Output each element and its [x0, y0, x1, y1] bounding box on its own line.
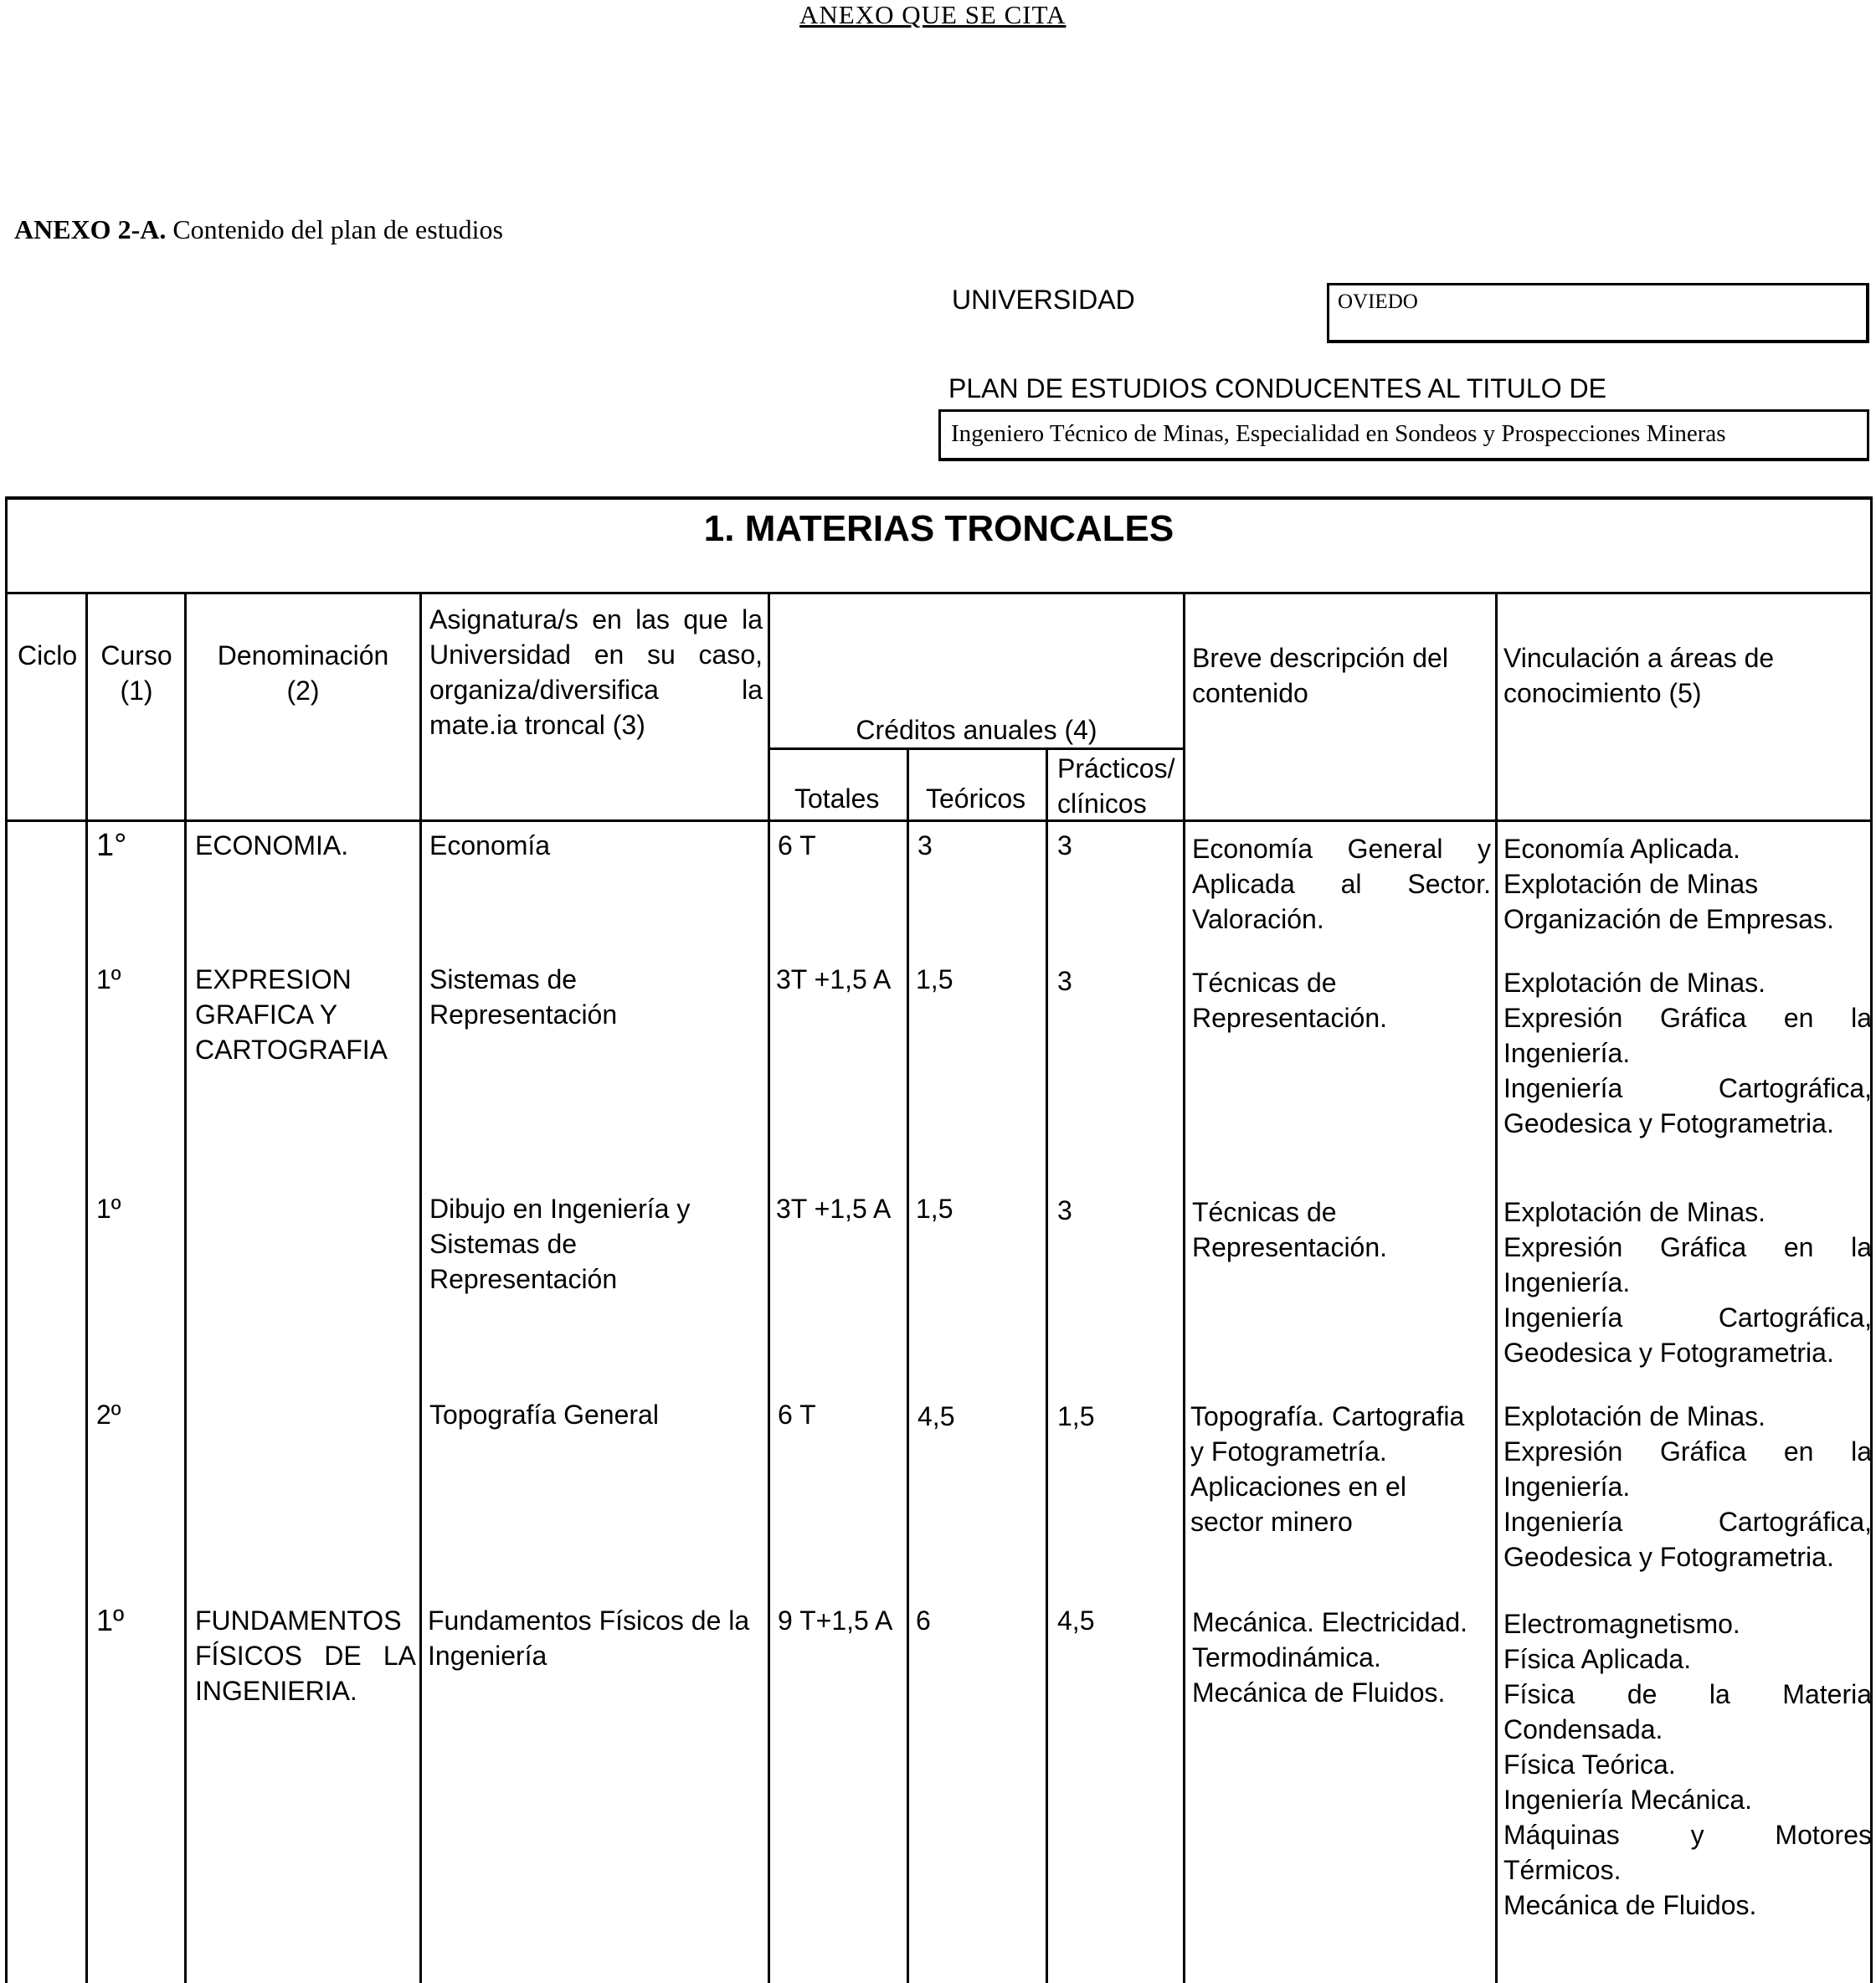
col-divider-ciclo: [85, 592, 88, 1983]
row-4-curso: 2º: [96, 1400, 121, 1430]
col-divider-asignatura: [768, 592, 770, 1983]
row-5-denominacion-line-1: FUNDAMENTOS: [195, 1605, 402, 1636]
university-label: UNIVERSIDAD: [952, 285, 1135, 315]
header-descripcion: [1192, 640, 1448, 711]
row-5-denominacion: [195, 1603, 416, 1708]
row-4-descripcion-line-3: Aplicaciones en el: [1190, 1472, 1406, 1502]
row-4-descripcion-line-4: sector minero: [1190, 1507, 1353, 1537]
header-curso-line-1: Curso: [100, 640, 172, 670]
row-1-totales: 6 T: [778, 830, 816, 860]
row-5-vinculacion-line-6: Ingeniería Mecánica.: [1503, 1785, 1753, 1815]
university-value: OVIEDO: [1338, 290, 1418, 313]
row-3-vinculacion-line-5: Geodesica y Fotogrametria.: [1503, 1338, 1834, 1368]
header-creditos: Créditos anuales (4): [856, 715, 1097, 745]
row-5-vinculacion-line-7: Máquinas y Motores: [1503, 1820, 1872, 1850]
row-5-vinculacion-line-1: Electromagnetismo.: [1503, 1609, 1740, 1639]
header-descripcion-line-2: contenido: [1192, 678, 1308, 708]
row-1-vinculacion: [1503, 831, 1834, 937]
row-2-vinculacion-line-4: Ingeniería Cartográfica,: [1503, 1073, 1872, 1103]
header-practicos-line-2: clínicos: [1057, 789, 1147, 819]
header-asignatura: [429, 602, 763, 742]
row-5-vinculacion-line-8: Térmicos.: [1503, 1855, 1622, 1885]
row-4-vinculacion: [1503, 1399, 1872, 1575]
row-1-denominacion: [195, 828, 348, 863]
row-1-vinculacion-line-1: Economía Aplicada.: [1503, 834, 1740, 864]
row-4-teoricos: 4,5: [917, 1401, 955, 1431]
row-4-vinculacion-line-3: Ingeniería.: [1503, 1472, 1631, 1502]
header-vinculacion: [1503, 640, 1774, 711]
row-2-totales: 3T +1,5 A: [776, 964, 892, 994]
row-5-descripcion-line-2: Termodinámica.: [1192, 1642, 1381, 1672]
row-3-teoricos: 1,5: [916, 1194, 953, 1224]
col-divider-teoricos: [1046, 747, 1048, 1983]
row-5-asignatura-line-1: Fundamentos Físicos de la: [428, 1605, 750, 1636]
row-2-vinculacion-line-3: Ingeniería.: [1503, 1038, 1631, 1068]
row-5-denominacion-line-2: FÍSICOS DE LA: [195, 1641, 416, 1671]
row-5-denominacion-line-3: INGENIERIA.: [195, 1676, 357, 1706]
header-totales: Totales: [794, 783, 880, 814]
col-divider-curso: [184, 592, 187, 1983]
row-3-asignatura-line-1: Dibujo en Ingeniería y: [429, 1194, 691, 1224]
row-2-practicos: 3: [1057, 966, 1072, 996]
row-5-descripcion: [1192, 1605, 1467, 1710]
row-1-descripcion: [1192, 831, 1491, 937]
row-1-denominacion-line-1: ECONOMIA.: [195, 830, 349, 860]
annex-heading-text: Contenido del plan de estudios: [166, 214, 503, 244]
plan-label: PLAN DE ESTUDIOS CONDUCENTES AL TITULO DE: [948, 373, 1606, 403]
row-2-asignatura: [429, 962, 617, 1032]
row-4-descripcion: [1190, 1399, 1464, 1539]
row-5-vinculacion-line-2: Física Aplicada.: [1503, 1644, 1692, 1674]
row-2-descripcion-line-2: Representación.: [1192, 1003, 1388, 1033]
row-2-curso: 1º: [96, 964, 121, 994]
annex-heading: [14, 214, 503, 245]
row-3-vinculacion-line-3: Ingeniería.: [1503, 1267, 1631, 1297]
row-5-asignatura-line-2: Ingeniería: [428, 1641, 547, 1671]
row-2-vinculacion-line-2: Expresión Gráfica en la: [1503, 1003, 1872, 1033]
row-2-asignatura-line-2: Representación: [429, 999, 618, 1030]
row-4-totales: 6 T: [778, 1400, 816, 1430]
row-4-asignatura-line-1: Topografía General: [429, 1400, 659, 1430]
header-practicos: [1057, 751, 1174, 821]
degree-title: Ingeniero Técnico de Minas, Especialidad en Sondeos y Prospecciones Mineras: [951, 420, 1726, 447]
creditos-subheader-line: [768, 747, 1184, 750]
row-2-denominacion-line-3: CARTOGRAFIA: [195, 1035, 388, 1065]
row-5-vinculacion-line-4: Condensada.: [1503, 1714, 1663, 1744]
row-2-denominacion-line-1: EXPRESION: [195, 964, 352, 994]
row-4-vinculacion-line-2: Expresión Gráfica en la: [1503, 1436, 1872, 1467]
row-1-descripcion-line-2: Aplicada al Sector.: [1192, 869, 1491, 899]
row-3-vinculacion-line-4: Ingeniería Cartográfica,: [1503, 1302, 1872, 1333]
row-2-vinculacion-line-5: Geodesica y Fotogrametria.: [1503, 1108, 1834, 1138]
row-3-asignatura-line-2: Sistemas de: [429, 1229, 578, 1259]
row-2-vinculacion: [1503, 965, 1872, 1141]
col-divider-practicos: [1183, 592, 1185, 1983]
header-ciclo: Ciclo: [18, 640, 78, 670]
header-bottom-line: [8, 819, 1870, 822]
row-1-vinculacion-line-2: Explotación de Minas: [1503, 869, 1759, 899]
header-teoricos: Teóricos: [926, 783, 1026, 814]
row-5-descripcion-line-1: Mecánica. Electricidad.: [1192, 1607, 1468, 1637]
row-4-vinculacion-line-4: Ingeniería Cartográfica,: [1503, 1507, 1872, 1537]
row-5-asignatura: [428, 1603, 749, 1673]
row-4-vinculacion-line-1: Explotación de Minas.: [1503, 1401, 1766, 1431]
row-1-practicos: 3: [1057, 830, 1072, 860]
col-divider-descripcion: [1495, 592, 1498, 1983]
row-3-asignatura-line-3: Representación: [429, 1264, 618, 1294]
header-asignatura-line-4: mate.ia troncal (3): [429, 710, 645, 740]
annex-title: ANEXO QUE SE CITA: [799, 0, 1066, 29]
row-5-teoricos: 6: [916, 1605, 931, 1636]
row-3-descripcion: [1192, 1194, 1387, 1265]
row-1-vinculacion-line-3: Organización de Empresas.: [1503, 904, 1834, 934]
row-5-vinculacion-line-5: Física Teórica.: [1503, 1749, 1676, 1780]
row-4-asignatura: [429, 1397, 659, 1432]
row-5-totales: 9 T+1,5 A: [778, 1605, 893, 1636]
header-asignatura-line-2: Universidad en su caso,: [429, 640, 763, 670]
row-4-descripcion-line-2: y Fotogrametría.: [1190, 1436, 1387, 1467]
row-5-practicos: 4,5: [1057, 1605, 1095, 1636]
header-curso-line-2: (1): [120, 676, 153, 706]
row-4-vinculacion-line-5: Geodesica y Fotogrametria.: [1503, 1542, 1834, 1572]
col-divider-denominacion: [419, 592, 422, 1983]
row-1-asignatura-line-1: Economía: [429, 830, 551, 860]
header-denominacion-line-2: (2): [286, 676, 320, 706]
row-2-denominacion: [195, 962, 388, 1067]
row-4-practicos: 1,5: [1057, 1401, 1095, 1431]
row-3-practicos: 3: [1057, 1195, 1072, 1225]
row-2-asignatura-line-1: Sistemas de: [429, 964, 578, 994]
row-5-vinculacion-line-9: Mecánica de Fluidos.: [1503, 1890, 1757, 1920]
row-5-vinculacion: [1503, 1606, 1872, 1923]
annex-heading-bold: ANEXO 2-A.: [14, 214, 167, 244]
row-5-vinculacion-line-3: Física de la Materia: [1503, 1679, 1872, 1709]
row-3-vinculacion-line-2: Expresión Gráfica en la: [1503, 1232, 1872, 1262]
row-1-descripcion-line-3: Valoración.: [1192, 904, 1324, 934]
troncales-table: [5, 496, 1873, 1983]
row-2-vinculacion-line-1: Explotación de Minas.: [1503, 968, 1766, 998]
row-1-teoricos: 3: [917, 830, 933, 860]
row-3-curso: 1º: [96, 1194, 121, 1224]
header-descripcion-line-1: Breve descripción del: [1192, 643, 1448, 673]
header-vinculacion-line-2: conocimiento (5): [1503, 678, 1702, 708]
row-4-descripcion-line-1: Topografía. Cartografia: [1190, 1401, 1465, 1431]
row-3-asignatura: [429, 1191, 690, 1297]
degree-title-box: [938, 409, 1869, 461]
row-2-denominacion-line-2: GRAFICA Y: [195, 999, 338, 1030]
col-divider-totales: [907, 747, 909, 1983]
row-5-descripcion-line-3: Mecánica de Fluidos.: [1192, 1677, 1446, 1708]
header-practicos-line-1: Prácticos/: [1057, 753, 1175, 783]
university-value-box: [1327, 283, 1869, 343]
row-3-totales: 3T +1,5 A: [776, 1194, 892, 1224]
header-vinculacion-line-1: Vinculación a áreas de: [1503, 643, 1775, 673]
header-curso: [89, 638, 184, 708]
row-3-vinculacion-line-1: Explotación de Minas.: [1503, 1197, 1766, 1227]
row-2-teoricos: 1,5: [916, 964, 953, 994]
section-title: 1. MATERIAS TRONCALES: [8, 500, 1870, 594]
row-1-descripcion-line-1: Economía General y: [1192, 834, 1491, 864]
row-3-vinculacion: [1503, 1194, 1872, 1370]
row-1-asignatura: [429, 828, 550, 863]
header-denominacion-line-1: Denominación: [217, 640, 389, 670]
row-3-descripcion-line-2: Representación.: [1192, 1232, 1388, 1262]
row-5-curso: 1º: [96, 1603, 125, 1637]
row-2-descripcion-line-1: Técnicas de: [1192, 968, 1337, 998]
row-3-descripcion-line-1: Técnicas de: [1192, 1197, 1337, 1227]
header-denominacion: [187, 638, 419, 708]
row-1-curso: 1°: [96, 828, 127, 863]
row-2-descripcion: [1192, 965, 1387, 1035]
header-asignatura-line-3: organiza/diversifica la: [429, 675, 763, 705]
header-asignatura-line-1: Asignatura/s en las que la: [429, 604, 763, 634]
